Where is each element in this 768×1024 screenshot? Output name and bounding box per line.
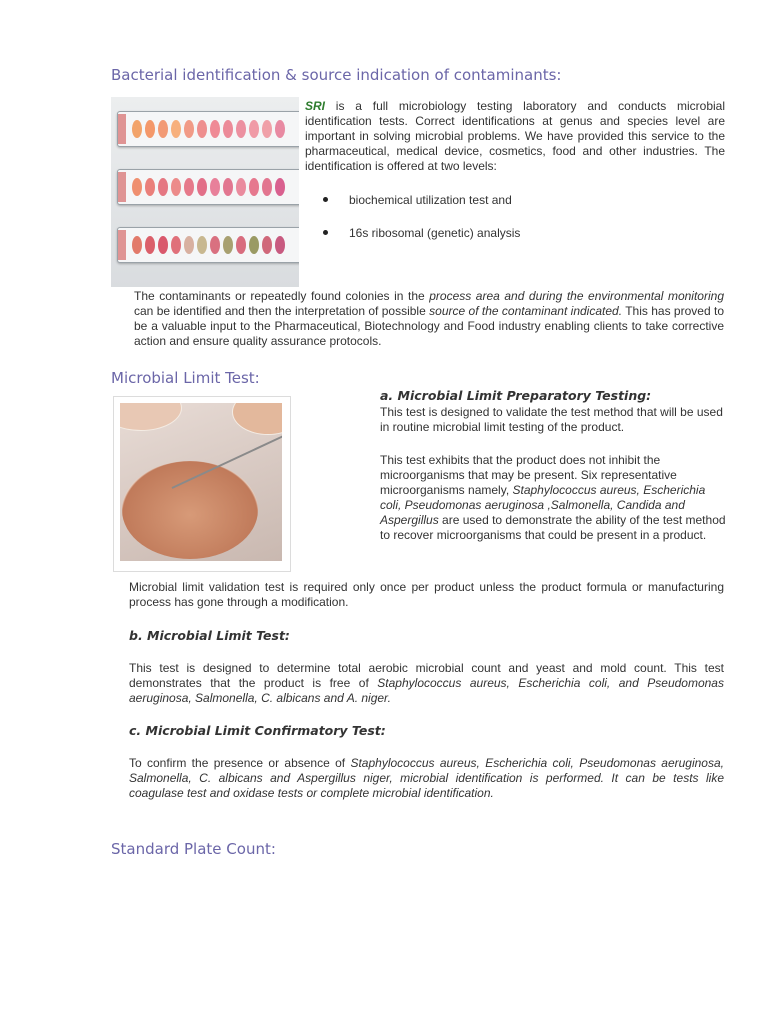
- test-strip: [117, 169, 299, 205]
- section-heading-microbial-limit-test: Microbial Limit Test:: [111, 369, 260, 387]
- contaminants-paragraph: The contaminants or repeatedly found colonies in the process area and during the environmental monitoring can be identified and then the interpretation of possible source of the contaminant indicated. This has proved to be a valuable input to the Pharmaceutical, Biotechnology and Food industry enabling clients to take corrective action and ensure quality assurance protocols.: [134, 289, 724, 348]
- subheading-preparatory-testing: a. Microbial Limit Preparatory Testing:: [380, 388, 652, 403]
- subheading-confirmatory-test: c. Microbial Limit Confirmatory Test:: [129, 723, 386, 738]
- identification-levels-list: [323, 193, 723, 240]
- preparatory-paragraph-1: This test is designed to validate the test method that will be used in routine microbial limit testing of the product.: [380, 405, 723, 434]
- intro-paragraph: SRI is a full microbiology testing laboratory and conducts microbial identification tests. Correct identifications at genus and species level are important in solving microbial problems. We have provided this service to the pharmaceutical, medical device, cosmetics, food and other industries. The identification is offered at two levels:: [305, 99, 725, 173]
- petri-dish-image: [113, 396, 291, 572]
- validation-paragraph: Microbial limit validation test is required only once per product unless the product formula or manufacturing process has gone through a modification.: [129, 580, 724, 609]
- test-strip: [117, 111, 299, 147]
- list-item: biochemical utilization test and: [323, 193, 723, 207]
- section-heading-bacterial-identification: Bacterial identification & source indication of contaminants:: [111, 66, 562, 84]
- bullet-icon: [323, 197, 328, 202]
- section-heading-standard-plate-count: Standard Plate Count:: [111, 840, 276, 858]
- subheading-microbial-limit-test: b. Microbial Limit Test:: [129, 628, 290, 643]
- bullet-icon: [323, 230, 328, 235]
- confirmatory-paragraph: To confirm the presence or absence of Staphylococcus aureus, Escherichia coli, Pseudomonas aeruginosa, Salmonella, C. albicans and Aspergillus niger, microbial identification is performed. It can be tests like coagulase test and oxidase tests or complete microbial identification.: [129, 756, 724, 800]
- preparatory-paragraph-2: This test exhibits that the product does not inhibit the microorganisms that may be present. Six representative microorganisms namely, Staphylococcus aureus, Escherichia coli, Pseudomonas aeruginosa ,Salmonella, Candida and Aspergillus are used to demonstrate the ability of the test method to recover microorganisms that could be present in a product.: [380, 453, 726, 542]
- list-item: 16s ribosomal (genetic) analysis: [323, 226, 723, 240]
- microbial-limit-paragraph: This test is designed to determine total aerobic microbial count and yeast and mold count. This test demonstrates that the product is free of Staphylococcus aureus, Escherichia coli, and Pseudomonas aeruginosa, Salmonella, C. albicans and A. niger.: [129, 661, 724, 705]
- test-strip: [117, 227, 299, 263]
- brand-name: SRI: [305, 99, 326, 113]
- biochemical-test-strips-image: [111, 97, 299, 287]
